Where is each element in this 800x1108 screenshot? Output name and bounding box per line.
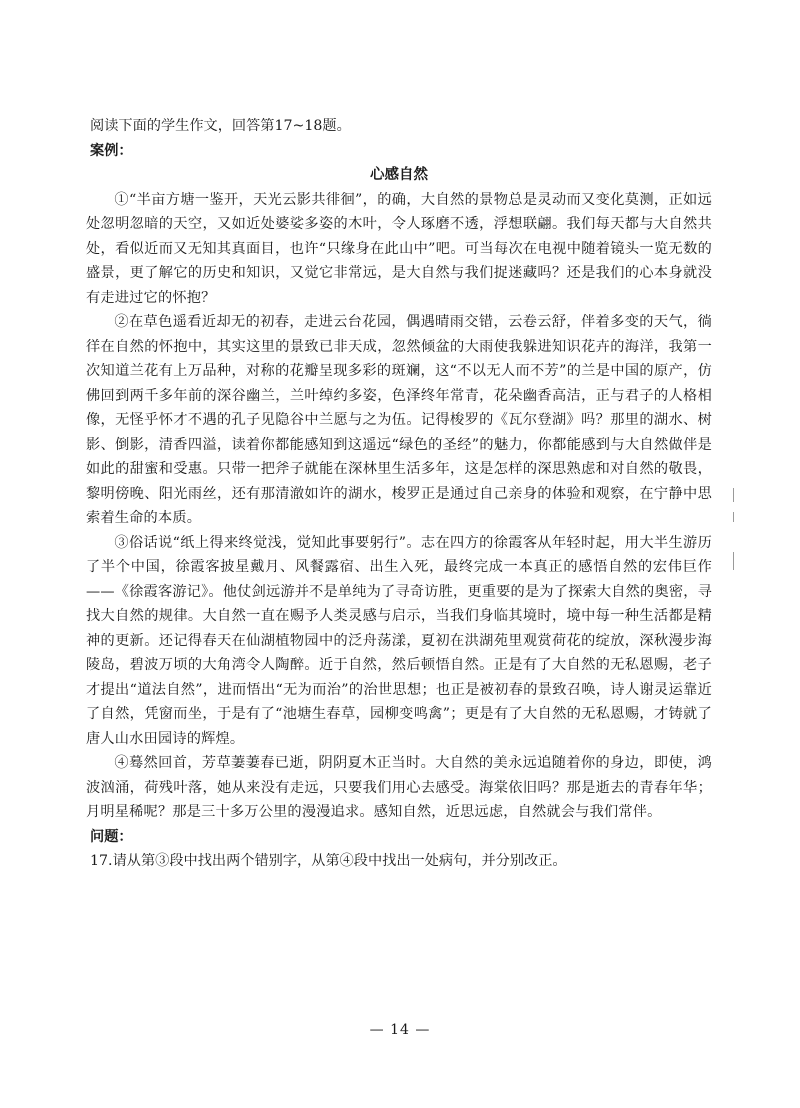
- reading-instruction: 阅读下面的学生作文，回答第17~18题。: [90, 118, 351, 134]
- question-17: 17.请从第③段中找出两个错别字，从第④段中找出一处病句，并分别改正。: [90, 853, 567, 869]
- scan-margin-mark: [733, 552, 734, 570]
- essay-title: 心感自然: [370, 167, 428, 183]
- document-content: [86, 114, 712, 874]
- scan-margin-mark: [733, 512, 734, 522]
- scan-margin-mark: [733, 488, 734, 502]
- essay-paragraph-2: ②在草色遥看近却无的初春，走进云台花园，偶遇晴雨交错，云卷云舒，伴着多变的天气，徜徉在自然的怀抱中，其实这里的景致已非天成，忽然倾盆的大雨使我躲进知识花卉的海洋，我第一次知道兰花有上万品种，对称的花瓣呈现多彩的斑斓，这“不以无人而不芳”的兰是中国的原产，仿佛回到两千多年前的深谷幽兰，兰叶绰约多姿，色泽终年常青，花朵幽香高洁，正与君子的人格相像，无怪乎怀才不遇的孔子见隐谷中兰愿与之为伍。记得梭罗的《瓦尔登湖》吗？那里的湖水、树影、倒影，清香四溢，读着你都能感知到这遥远“绿色的圣经”的魅力，你都能感到与大自然做伴是如此的甜蜜和受惠。只带一把斧子就能在深林里生活多年，这是怎样的深思熟虑和对自然的敬畏，黎明傍晚、阳光雨丝，还有那清澈如许的湖水，梭罗正是通过自己亲身的体验和观察，在宁静中思索着生命的本质。: [86, 314, 712, 526]
- page-number: — 14 —: [369, 1022, 431, 1038]
- essay-paragraph-1: ①“半亩方塘一鉴开，天光云影共徘徊”，的确，大自然的景物总是灵动而又变化莫测，正如远处忽明忽暗的天空，又如近处婆娑多姿的木叶，令人琢磨不透，浮想联翩。我们每天都与大自然共处，看似近而又无知其真面目，也许“只缘身在此山中”吧。可当每次在电视中随着镜头一览无数的盛景，更了解它的历史和知识，又觉它非常远，是大自然与我们捉迷藏吗？还是我们的心本身就没有走进过它的怀抱？: [86, 191, 712, 306]
- case-label: 案例：: [90, 142, 133, 159]
- essay-paragraph-3: ③俗话说“纸上得来终觉浅，觉知此事要躬行”。志在四方的徐霞客从年轻时起，用大半生游历了半个中国，徐霞客披星戴月、风餐露宿、出生入死，最终完成一本真正的感悟自然的宏伟巨作——《徐霞客游记》。他仗剑远游并不是单纯为了寻奇访胜，更重要的是为了探索大自然的奥密，寻找大自然的规律。大自然一直在赐予人类灵感与启示，当我们身临其境时，境中每一种生活都是精神的更新。还记得春天在仙湖植物园中的泛舟荡漾，夏初在洪湖苑里观赏荷花的绽放，深秋漫步海陵岛，碧波万顷的大角湾令人陶醉。近于自然，然后顿悟自然。正是有了大自然的无私恩赐，老子才提出“道法自然”，进而悟出“无为而治”的治世思想；也正是被初春的景致召唤，诗人谢灵运靠近了自然，凭窗而坐，于是有了“池塘生春草，园柳变鸣禽”；更是有了大自然的无私恩赐，才铸就了唐人山水田园诗的辉煌。: [86, 534, 712, 747]
- question-label: 问题：: [90, 828, 133, 845]
- essay-paragraph-4: ④蓦然回首，芳草萋萋春已逝，阴阴夏木正当时。大自然的美永远追随着你的身边，即使，鸿波汹涌，荷残叶落，她从来没有走远，只要我们用心去感受。海棠依旧吗？那是逝去的青春年华；月明星稀呢？那是三十多万公里的漫漫追求。感知自然，近思远虑，自然就会与我们常伴。: [86, 755, 712, 820]
